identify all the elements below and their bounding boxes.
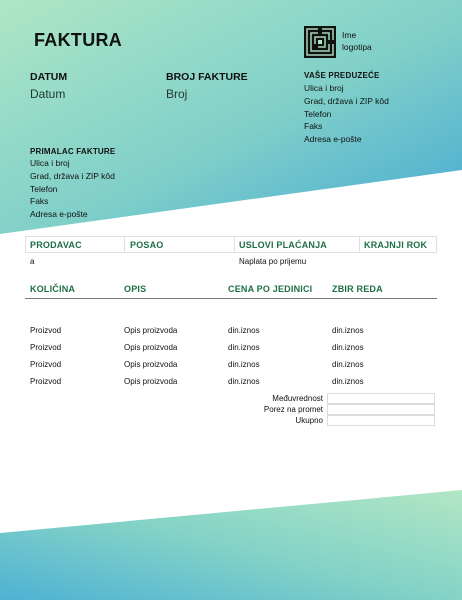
date-label: DATUM <box>30 71 68 83</box>
total-field[interactable] <box>327 415 435 426</box>
company-city[interactable]: Grad, država i ZIP kôd <box>304 95 389 106</box>
invoice-number-label: BROJ FAKTURE <box>166 71 248 83</box>
item-2-quantity[interactable]: Proizvod <box>30 343 62 352</box>
total-label: Ukupno <box>295 416 323 425</box>
invoice-title: FAKTURA <box>34 30 123 50</box>
items-header-unit-price: CENA PO JEDINICI <box>228 284 313 294</box>
item-2-description[interactable]: Opis proizvoda <box>124 343 178 352</box>
logo-line-2: logotipa <box>342 41 372 52</box>
info-header-job: POSAO <box>130 240 164 250</box>
items-header-description: OPIS <box>124 284 147 294</box>
sales-tax-field[interactable] <box>327 404 435 415</box>
company-fax[interactable]: Faks <box>304 121 323 132</box>
info-payment-terms-value[interactable]: Naplata po prijemu <box>239 257 307 266</box>
item-1-unit-price[interactable]: din.iznos <box>228 326 260 335</box>
item-3-description[interactable]: Opis proizvoda <box>124 360 178 369</box>
company-address <box>304 82 389 146</box>
recipient-city[interactable]: Grad, država i ZIP kôd <box>30 170 115 181</box>
item-3-unit-price[interactable]: din.iznos <box>228 360 260 369</box>
company-email[interactable]: Adresa e-pošte <box>304 134 362 145</box>
items-header-quantity: KOLIČINA <box>30 284 76 294</box>
recipient-fax[interactable]: Faks <box>30 196 49 207</box>
recipient-phone[interactable]: Telefon <box>30 183 58 194</box>
info-seller-value[interactable]: a <box>30 257 35 266</box>
subtotal-field[interactable] <box>327 393 435 404</box>
item-2-unit-price[interactable]: din.iznos <box>228 343 260 352</box>
item-1-line-total[interactable]: din.iznos <box>332 326 364 335</box>
info-header-payment-terms: USLOVI PLAĆANJA <box>239 240 328 250</box>
date-value[interactable]: Datum <box>30 87 66 101</box>
invoice-number-value[interactable]: Broj <box>166 87 188 101</box>
sales-tax-label: Porez na promet <box>263 405 323 414</box>
item-4-description[interactable]: Opis proizvoda <box>124 377 178 386</box>
recipient-street[interactable]: Ulica i broj <box>30 158 70 168</box>
company-phone[interactable]: Telefon <box>304 108 332 119</box>
info-header-seller: PRODAVAC <box>30 240 82 250</box>
footer-gradient-band <box>0 490 462 600</box>
item-2-line-total[interactable]: din.iznos <box>332 343 364 352</box>
info-table-header <box>25 236 437 253</box>
item-1-description[interactable]: Opis proizvoda <box>124 326 178 335</box>
items-header-divider <box>25 298 437 299</box>
subtotal-label: Međuvrednost <box>272 394 323 403</box>
logo-name <box>342 30 372 53</box>
item-4-line-total[interactable]: din.iznos <box>332 377 364 386</box>
item-4-quantity[interactable]: Proizvod <box>30 377 62 386</box>
item-1-quantity[interactable]: Proizvod <box>30 326 62 335</box>
recipient-email[interactable]: Adresa e-pošte <box>30 209 88 220</box>
items-header-line-total: ZBIR REDA <box>332 284 383 294</box>
recipient-label: PRIMALAC FAKTURE <box>30 147 116 156</box>
logo-line-1: Ime <box>342 30 357 40</box>
maze-logo-icon <box>304 26 336 58</box>
item-3-line-total[interactable]: din.iznos <box>332 360 364 369</box>
item-3-quantity[interactable]: Proizvod <box>30 360 62 369</box>
item-4-unit-price[interactable]: din.iznos <box>228 377 260 386</box>
info-header-due-date: KRAJNJI ROK <box>364 240 428 250</box>
company-street[interactable]: Ulica i broj <box>304 83 344 93</box>
company-label: VAŠE PREDUZEĆE <box>304 71 380 80</box>
recipient-address <box>30 157 115 221</box>
